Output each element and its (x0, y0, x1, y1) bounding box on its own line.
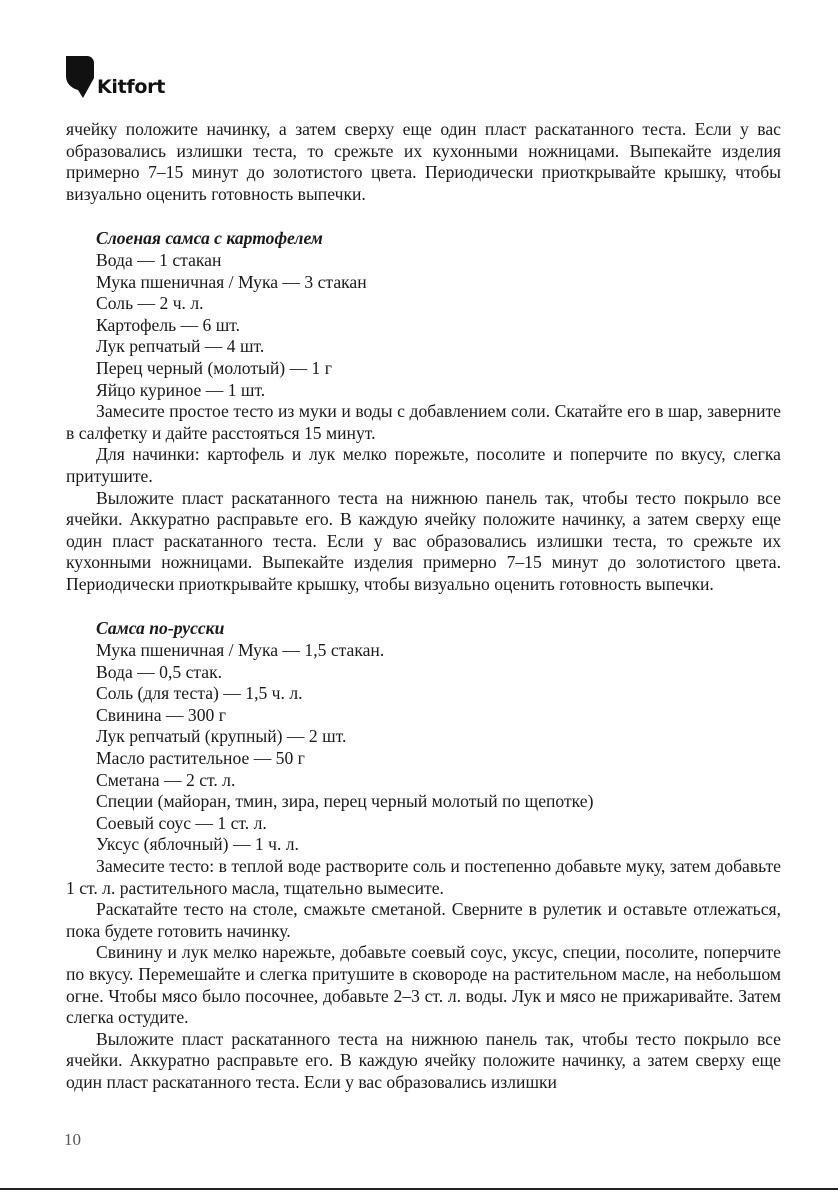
ingredient-line: Вода — 0,5 стак. (96, 661, 223, 682)
intro-paragraph: ячейку положите начинку, а затем сверху еще один пласт раскатанного теста. Если у вас образовались излишки теста, то срежьте их кухонными ножницами. Выпекайте изделия примерно 7–15 минут до золотистого цвета. Периодически приоткрывайте крышку, чтобы визуально оценить готовность выпечки. (66, 119, 781, 204)
ingredient-line: Соль — 2 ч. л. (96, 293, 204, 314)
ingredient-line: Яйцо куриное — 1 шт. (96, 379, 266, 400)
ingredient-line: Соль (для теста) — 1,5 ч. л. (96, 683, 303, 704)
ingredient-line: Картофель — 6 шт. (96, 314, 241, 335)
recipe-step: Для начинки: картофель и лук мелко порежьте, посолите и поперчите по вкусу, слегка притушите. (66, 444, 781, 486)
recipe-step: Замесите тесто: в теплой воде растворите соль и постепенно добавьте муку, затем добавьте 1 ст. л. растительного масла, тщательно вымесите. (66, 856, 781, 898)
ingredient-line: Мука пшеничная / Мука — 1,5 стакан. (96, 640, 385, 661)
ingredient-line: Вода — 1 стакан (96, 249, 222, 270)
recipe-step: Выложите пласт раскатанного теста на нижнюю панель так, чтобы тесто покрыло все ячейки. Аккуратно расправьте его. В каждую ячейку положите начинку, а затем сверху еще один пласт раскатанного теста. Если у вас образовались излишки теста, то срежьте их кухонными ножницами. Выпекайте изделия примерно 7–15 минут до золотистого цвета. Периодически приоткрывайте крышку, чтобы визуально оценить готовность выпечки. (66, 487, 781, 594)
ingredient-line: Соевый соус — 1 ст. л. (96, 812, 267, 833)
ingredient-line: Мука пшеничная / Мука — 3 стакан (96, 271, 367, 292)
ingredient-line: Уксус (яблочный) — 1 ч. л. (96, 834, 299, 855)
page-content (66, 119, 781, 1094)
recipe-step: Свинину и лук мелко нарежьте, добавьте соевый соус, уксус, специи, посолите, поперчите по вкусу. Перемешайте и слегка притушите в сковороде на растительном масле, на небольшом огне. Чтобы мясо было посочнее, добавьте 2–3 ст. л. воды. Лук и мясо не прижаривайте. Затем слегка остудите. (66, 942, 781, 1028)
page-number: 10 (64, 1130, 81, 1149)
ingredient-line: Сметана — 2 ст. л. (96, 769, 236, 790)
ingredient-line: Масло растительное — 50 г (96, 748, 305, 769)
kitfort-logo-icon (66, 56, 94, 98)
ingredient-line: Лук репчатый — 4 шт. (96, 336, 265, 357)
ingredient-line: Свинина — 300 г (96, 704, 226, 725)
ingredient-line: Перец черный (молотый) — 1 г (96, 357, 332, 378)
ingredient-line: Лук репчатый (крупный) — 2 шт. (96, 726, 347, 747)
recipe-title: Слоеная самса с картофелем (96, 228, 323, 249)
brand-name: Kitfort (97, 76, 165, 98)
recipe-title: Самса по-русски (96, 618, 225, 639)
recipe-step: Выложите пласт раскатанного теста на нижнюю панель так, чтобы тесто покрыло все ячейки. Аккуратно расправьте его. В каждую ячейку положите начинку, а затем сверху еще один пласт раскатанного теста. Если у вас образовались излишки (66, 1028, 781, 1092)
brand-logo (66, 56, 165, 98)
recipe-step: Замесите простое тесто из муки и воды с добавлением соли. Скатайте его в шар, заверните в салфетку и дайте расстояться 15 минут. (66, 401, 781, 443)
recipe-step: Раскатайте тесто на столе, смажьте сметаной. Сверните в рулетик и оставьте отлежаться, пока будете готовить начинку. (66, 899, 781, 941)
ingredient-line: Специи (майоран, тмин, зира, перец черный молотый по щепотке) (96, 791, 594, 812)
bottom-rule (0, 1188, 838, 1190)
